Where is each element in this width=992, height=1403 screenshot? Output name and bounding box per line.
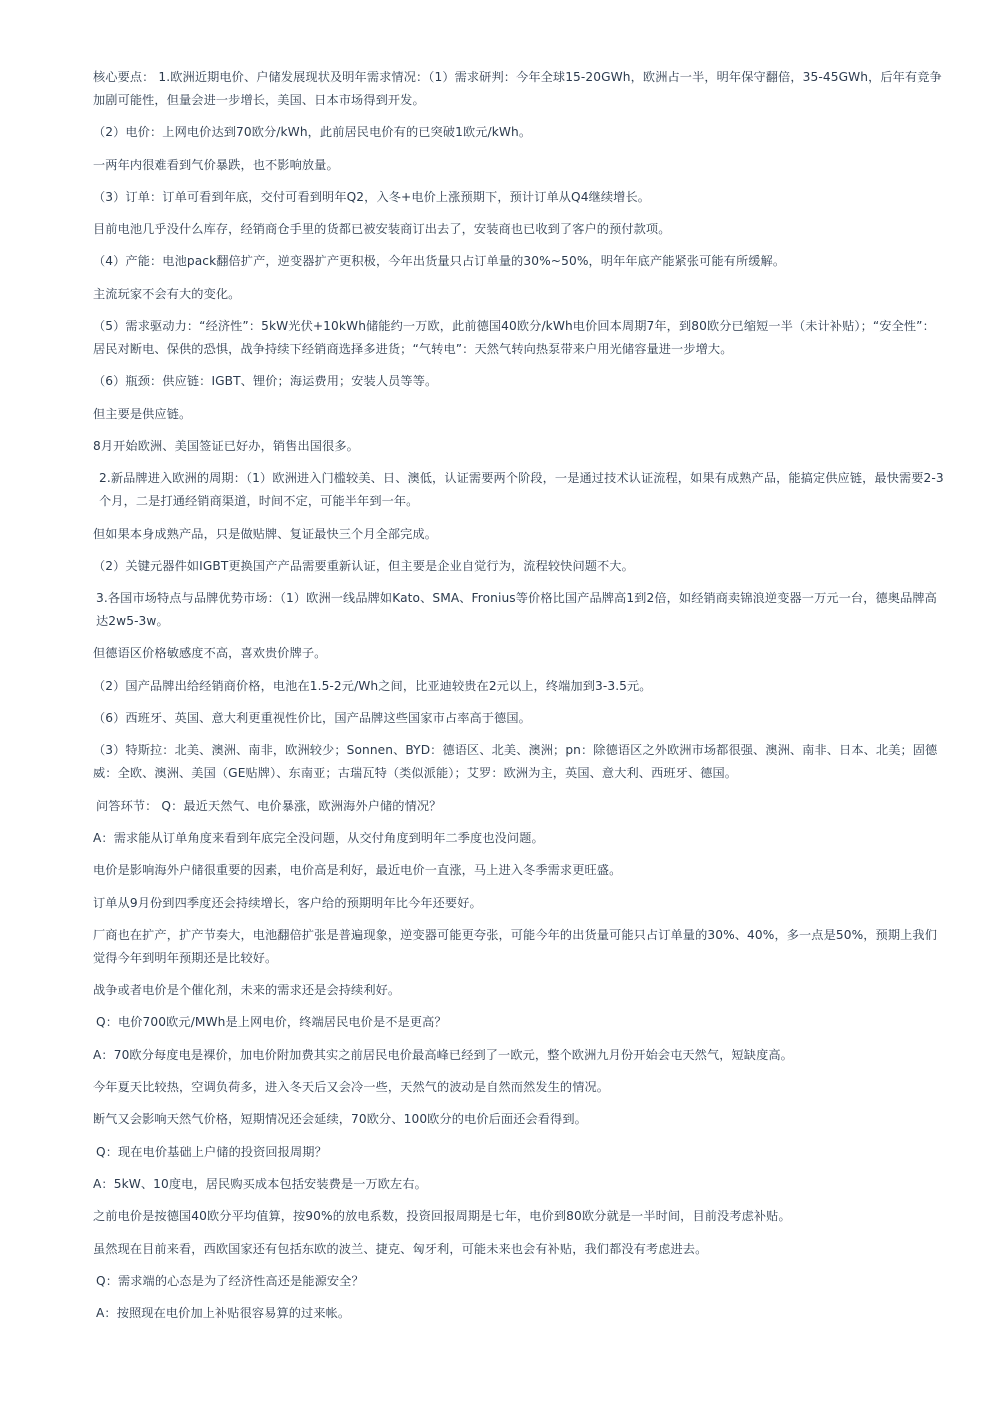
paragraph-4: （3）订单：订单可看到年底，交付可看到明年Q2，入冬+电价上涨预期下，预计订单从Q4继续增长。 — [93, 189, 651, 204]
paragraph-9: （6）瓶颈：供应链：IGBT、锂价；海运费用；安装人员等等。 — [93, 374, 438, 389]
paragraph-30: Q：现在电价基础上户储的投资回报周期？ — [96, 1144, 327, 1159]
paragraph-25: 战争或者电价是个催化剂，未来的需求还是会持续利好。 — [93, 983, 401, 998]
paragraph-20: 问答环节： Q：最近天然气、电价暴涨，欧洲海外户储的情况？ — [96, 798, 442, 813]
paragraph-11: 8月开始欧洲、美国签证已好办，销售出国很多。 — [93, 438, 359, 453]
paragraph-15: 3.各国市场特点与品牌优势市场：（1）欧洲一线品牌如Kato、SMA、Fronius等价格比国产品牌高1到2倍，如经销商卖锦浪逆变器一万元一台，德奥品牌高达2w5-3w。 — [96, 591, 937, 629]
paragraph-7: 主流玩家不会有大的变化。 — [93, 286, 241, 301]
paragraph-10: 但主要是供应链。 — [93, 406, 192, 421]
paragraph-6: （4）产能：电池pack翻倍扩产，逆变器扩产更积极，今年出货量只占订单量的30%~50%，明年年底产能紧张可能有所缓解。 — [93, 254, 786, 269]
paragraph-34: Q：需求端的心态是为了经济性高还是能源安全？ — [96, 1273, 364, 1288]
paragraph-22: 电价是影响海外户储很重要的因素，电价高是利好，最近电价一直涨，马上进入冬季需求更旺盛。 — [93, 863, 622, 878]
paragraph-33: 虽然现在目前来看，西欧国家还有包括东欧的波兰、捷克、匈牙利，可能未来也会有补贴，我们都没有考虑进去。 — [93, 1241, 708, 1256]
paragraph-12: 2.新品牌进入欧洲的周期：（1）欧洲进入门槛较美、日、澳低，认证需要两个阶段，一是通过技术认证流程，如果有成熟产品，能搞定供应链，最快需要2-3个月，二是打通经销商渠道，时间不定，可能半年到一年。 — [99, 471, 944, 509]
paragraph-14: （2）关键元器件如IGBT更换国产产品需要重新认证，但主要是企业自觉行为，流程较快问题不大。 — [93, 558, 634, 573]
paragraph-3: 一两年内很难看到气价暴跌，也不影响放量。 — [93, 157, 339, 172]
paragraph-29: 断气又会影响天然气价格，短期情况还会延续，70欧分、100欧分的电价后面还会看得到。 — [93, 1112, 587, 1127]
document-body — [93, 66, 945, 1334]
paragraph-13: 但如果本身成熟产品，只是做贴牌、复证最快三个月全部完成。 — [93, 526, 438, 541]
paragraph-24: 厂商也在扩产，扩产节奏大，电池翻倍扩张是普遍现象，逆变器可能更夸张，可能今年的出货量可能只占订单量的30%、40%，多一点是50%，预期上我们觉得今年到明年预期还是比较好。 — [93, 927, 937, 965]
paragraph-32: 之前电价是按德国40欧分平均值算，按90%的放电系数，投资回报周期是七年，电价到80欧分就是一半时间，目前没考虑补贴。 — [93, 1209, 791, 1224]
paragraph-18: （6）西班牙、英国、意大利更重视性价比，国产品牌这些国家市占率高于德国。 — [93, 711, 531, 726]
paragraph-27: A：70欧分每度电是裸价，加电价附加费其实之前居民电价最高峰已经到了一欧元，整个欧洲九月份开始会屯天然气，短缺度高。 — [93, 1047, 793, 1062]
paragraph-21: A：需求能从订单角度来看到年底完全没问题，从交付角度到明年二季度也没问题。 — [93, 830, 544, 845]
paragraph-17: （2）国产品牌出给经销商价格，电池在1.5-2元/Wh之间，比亚迪较贵在2元以上，终端加到3-3.5元。 — [93, 678, 652, 693]
paragraph-26: Q：电价700欧元/MWh是上网电价，终端居民电价是不是更高？ — [96, 1015, 447, 1030]
paragraph-19: （3）特斯拉：北美、澳洲、南非，欧洲较少；Sonnen、BYD：德语区、北美、澳洲；pn：除德语区之外欧洲市场都很强、澳洲、南非、日本、北美；固德威：全欧、澳洲、美国（GE贴牌）、东南亚；古瑞瓦特（类似派能）；艾罗：欧洲为主，英国、意大利、西班牙、德国。 — [93, 743, 938, 781]
paragraph-1: 核心要点： 1.欧洲近期电价、户储发展现状及明年需求情况：（1）需求研判：今年全球15-20GWh，欧洲占一半，明年保守翻倍，35-45GWh，后年有竞争加剧可能性，但量会进一步增长，美国、日本市场得到开发。 — [93, 70, 942, 107]
paragraph-23: 订单从9月份到四季度还会持续增长，客户给的预期明年比今年还要好。 — [93, 895, 482, 910]
paragraph-16: 但德语区价格敏感度不高，喜欢贵价牌子。 — [93, 646, 327, 661]
paragraph-8: （5）需求驱动力：“经济性”：5kW光伏+10kWh储能约一万欧，此前德国40欧分/kWh电价回本周期7年，到80欧分已缩短一半（未计补贴）；“安全性”：居民对断电、保供的恐惧，战争持续下经销商选择多进货；“气转电”：天然气转向热泵带来户用光储容量进一步增大。 — [93, 319, 935, 357]
paragraph-28: 今年夏天比较热，空调负荷多，进入冬天后又会冷一些，天然气的波动是自然而然发生的情况。 — [93, 1080, 610, 1095]
paragraph-5: 目前电池几乎没什么库存，经销商仓手里的货都已被安装商订出去了，安装商也已收到了客户的预付款项。 — [93, 222, 671, 237]
paragraph-31: A：5kW、10度电，居民购买成本包括安装费是一万欧左右。 — [93, 1176, 427, 1191]
paragraph-2: （2）电价：上网电价达到70欧分/kWh，此前居民电价有的已突破1欧元/kWh。 — [93, 125, 532, 140]
paragraph-35: A：按照现在电价加上补贴很容易算的过来帐。 — [96, 1306, 351, 1321]
